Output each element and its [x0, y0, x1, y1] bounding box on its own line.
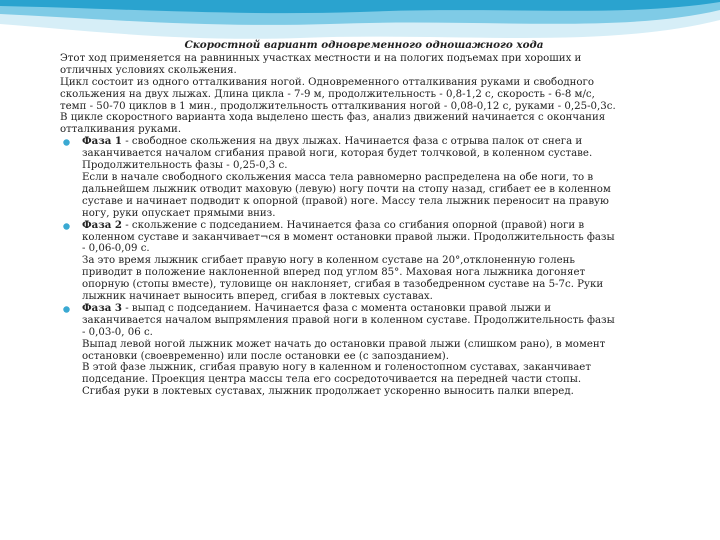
phase-first-line [82, 303, 668, 315]
phase-description: - свободное скольжения на двух лыжах. Начинается фаза с отрыва палок от снега и [122, 136, 583, 148]
phase-description: - выпад с подседанием. Начинается фаза с момента остановки правой лыжи и [122, 302, 552, 314]
phase-text-line: коленном суставе и заканчивает¬ся в момент остановки правой лыжи. Продолжительность фазы [82, 231, 615, 243]
intro-line: скольжения на двух лыжах. Длина цикла - 7-9 м, продолжительность - 0,8-1,2 с, скорость - 6-8 м/с, [60, 88, 595, 100]
bullet-icon [62, 305, 71, 314]
document-body [60, 40, 668, 398]
phase-list [60, 136, 668, 398]
phase-text-line: заканчивается началом выпрямления правой ноги в коленном суставе. Продолжительность фазы [82, 314, 615, 326]
phase-text-line: Если в начале свободного скольжения масса тела равномерно распределена на обе ноги, то в [82, 171, 594, 183]
phase-label: Фаза 1 [82, 135, 123, 148]
intro-section [60, 53, 668, 136]
phase-text-line: дальнейшем лыжник отводит маховую (левую) ногу почти на стопу назад, сгибает ее в коленном [82, 183, 611, 195]
phase-text-line: Выпад левой ногой лыжник может начать до остановки правой лыжи (слишком рано), в момент [82, 338, 606, 350]
phase-label: Фаза 2 [82, 218, 123, 231]
intro-line: отличных условиях скольжения. [60, 64, 237, 76]
intro-line: В цикле скоростного варианта хода выделено шесть фаз, анализ движений начинается с окончания [60, 112, 606, 124]
phase-first-line [82, 220, 668, 232]
phase-text-line: В этой фазе лыжник, сгибая правую ногу в каленном и голеностопном суставах, заканчивает [82, 362, 591, 374]
phase-text-line: опорную (стопы вместе), туловище он наклоняет, сгибая в тазобедренном суставе на 5-7с. Руки [82, 279, 604, 291]
phase-text-line: - 0,06-0,09 с. [82, 243, 150, 255]
phase-item [60, 136, 668, 219]
phase-text-line: Продолжительность фазы - 0,25-0,3 с. [82, 160, 288, 172]
phase-first-line [82, 136, 668, 148]
intro-line: отталкивания руками. [60, 124, 182, 136]
phase-text-line: - 0,03-0, 06 с. [82, 326, 153, 338]
phase-label: Фаза 3 [82, 301, 123, 314]
intro-line: Этот ход применяется на равнинных участках местности и на пологих подъемах при хороших и [60, 52, 582, 64]
phase-text-line: За это время лыжник сгибает правую ногу в коленном суставе на 20°,отклоненную голень [82, 255, 575, 267]
phase-text-line: лыжник начинает выносить вперед, сгибая в локтевых суставах. [82, 291, 433, 303]
phase-text-line: Сгибая руки в локтевых суставах, лыжник продолжает ускоренно выносить палки вперед. [82, 386, 574, 398]
intro-line: темп - 50-70 циклов в 1 мин., продолжительность отталкивания ногой - 0,08-0,12 с, руками - 0,25-0,3с. [60, 100, 616, 112]
phase-text-line: остановки (своевременно) или после остановки ее (с запозданием). [82, 350, 450, 362]
document-title: Скоростной вариант одновременного одношажного хода [184, 39, 544, 51]
phase-text-line: подседание. Проекция центра массы тела его сосредоточивается на передней части стопы. [82, 374, 582, 386]
intro-line: Цикл состоит из одного отталкивания ногой. Одновременного отталкивания руками и свободного [60, 76, 594, 88]
phase-text-line: ногу, руки опускает прямыми вниз. [82, 207, 276, 219]
bullet-icon [62, 138, 71, 147]
phase-description: - скольжение с подседанием. Начинается фаза со сгибания опорной (правой) ноги в [122, 219, 585, 231]
phase-item [60, 303, 668, 398]
phase-text-line: приводит в положение наклоненной вперед под углом 85°. Маховая нога лыжника догоняет [82, 267, 586, 279]
phase-item [60, 220, 668, 303]
phase-text-line: суставе и начинает подводит к опорной (правой) ноге. Массу тела лыжник переносит на правую [82, 195, 609, 207]
bullet-icon [62, 222, 71, 231]
phase-text-line: заканчивается началом сгибания правой ноги, которая будет толчковой, в коленном суставе. [82, 148, 593, 160]
